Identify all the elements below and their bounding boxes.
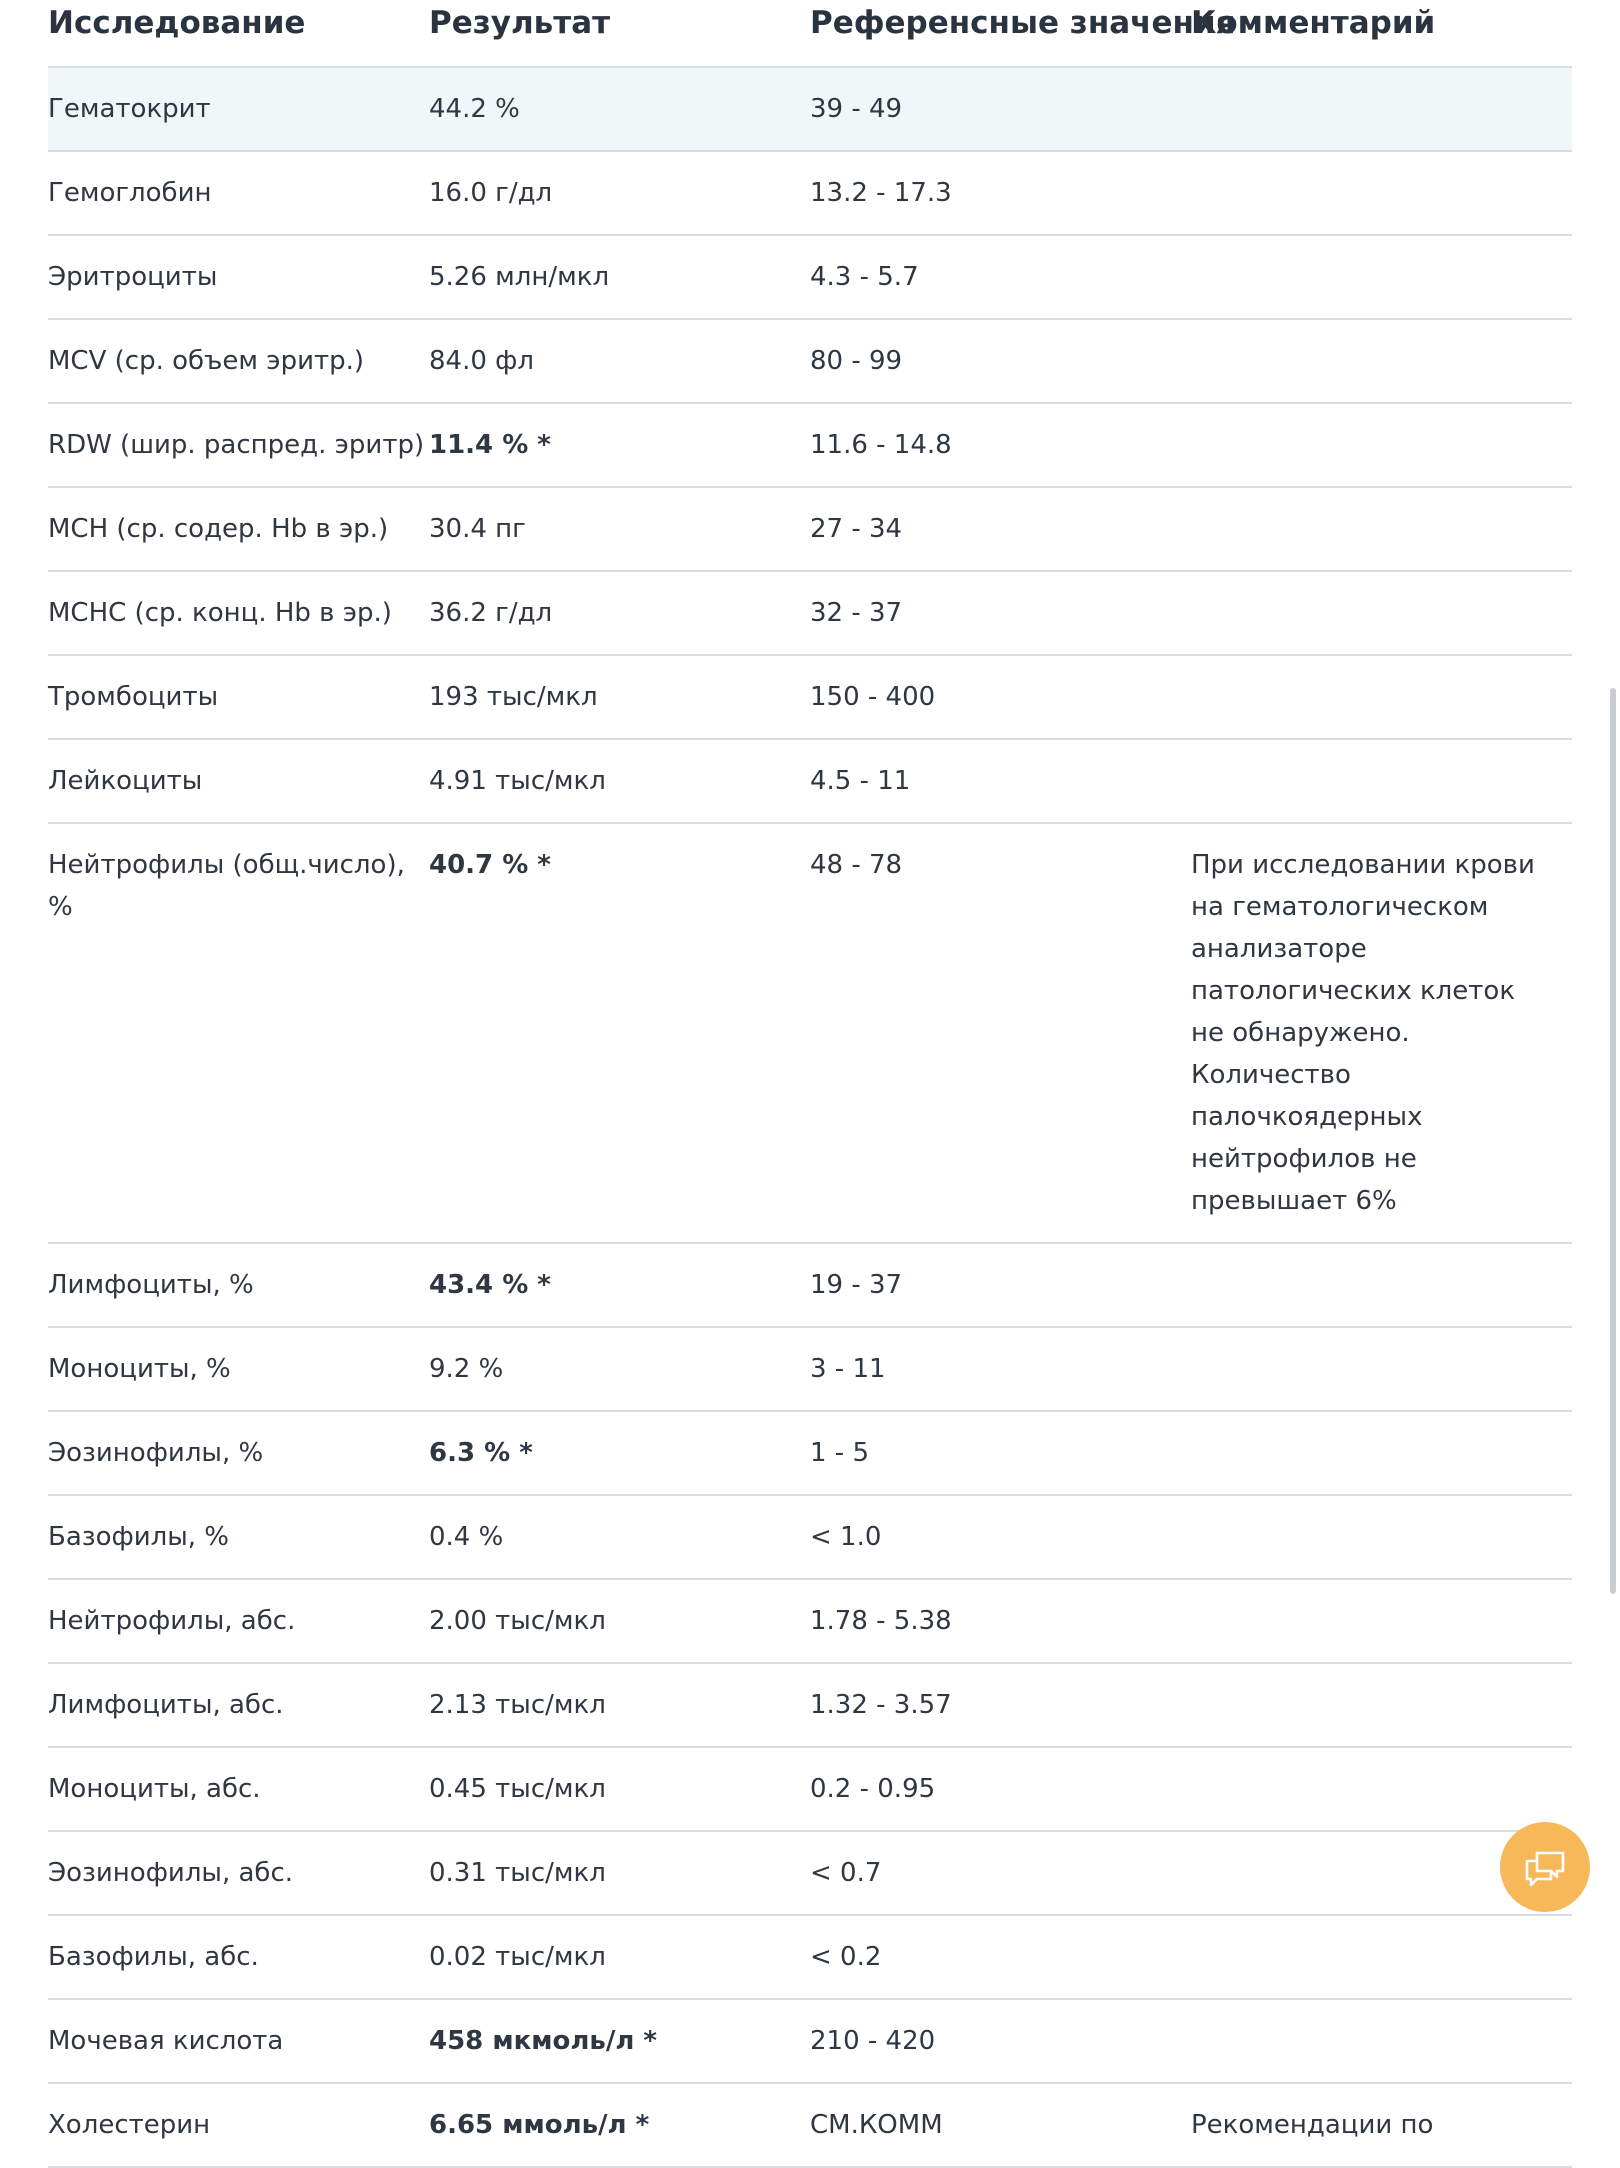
cell-comment <box>1191 1412 1572 1452</box>
cell-reference: 4.3 - 5.7 <box>810 262 919 292</box>
cell-test: Базофилы, абс. <box>48 1942 259 1972</box>
cell-comment <box>1191 404 1572 444</box>
cell-reference: 39 - 49 <box>810 94 903 124</box>
cell-comment <box>1191 236 1572 276</box>
table-row <box>48 656 1572 740</box>
cell-reference: 32 - 37 <box>810 598 903 628</box>
cell-reference: < 0.7 <box>810 1858 882 1888</box>
cell-comment <box>1191 572 1572 612</box>
cell-comment <box>1191 2000 1572 2040</box>
table-row <box>48 1664 1572 1748</box>
cell-comment <box>1191 1916 1572 1956</box>
chat-bubbles-icon <box>1523 1847 1567 1887</box>
table-row <box>48 320 1572 404</box>
cell-result: 40.7 % * <box>429 850 551 880</box>
cell-result: 193 тыс/мкл <box>429 682 598 712</box>
cell-reference: 11.6 - 14.8 <box>810 430 952 460</box>
cell-result: 0.02 тыс/мкл <box>429 1942 606 1972</box>
table-row <box>48 1328 1572 1412</box>
cell-reference: 1.78 - 5.38 <box>810 1606 952 1636</box>
cell-result: 43.4 % * <box>429 1270 551 1300</box>
cell-result: 30.4 пг <box>429 514 526 544</box>
cell-reference: 150 - 400 <box>810 682 936 712</box>
cell-result: 0.31 тыс/мкл <box>429 1858 606 1888</box>
table-row <box>48 2084 1572 2168</box>
cell-test: Эозинофилы, абс. <box>48 1858 294 1888</box>
header-reference: Референсные значения <box>810 5 1236 41</box>
cell-comment <box>1191 320 1572 360</box>
header-comment: Комментарий <box>1191 5 1436 41</box>
cell-result: 0.45 тыс/мкл <box>429 1774 606 1804</box>
table-row <box>48 404 1572 488</box>
table-row <box>48 1496 1572 1580</box>
table-row <box>48 1748 1572 1832</box>
table-row <box>48 1916 1572 2000</box>
header-test: Исследование <box>48 5 306 41</box>
cell-comment <box>1191 1496 1572 1536</box>
cell-test: MCHC (ср. конц. Hb в эр.) <box>48 598 392 628</box>
cell-test: Тромбоциты <box>48 682 219 712</box>
cell-test: MCV (ср. объем эритр.) <box>48 346 365 376</box>
cell-test: Эритроциты <box>48 262 218 292</box>
cell-result: 9.2 % <box>429 1354 504 1384</box>
cell-test: Нейтрофилы, абс. <box>48 1606 296 1636</box>
cell-reference: 27 - 34 <box>810 514 903 544</box>
cell-comment <box>1191 1748 1572 1788</box>
table-row <box>48 1832 1572 1916</box>
cell-result: 11.4 % * <box>429 430 551 460</box>
table-body <box>48 68 1572 2168</box>
cell-reference: 13.2 - 17.3 <box>810 178 952 208</box>
table-row <box>48 2000 1572 2084</box>
cell-test: Базофилы, % <box>48 1522 230 1552</box>
cell-comment <box>1191 656 1572 696</box>
cell-comment <box>1191 152 1572 192</box>
table-row <box>48 236 1572 320</box>
cell-reference: 48 - 78 <box>810 850 903 880</box>
cell-reference: СМ.КОММ <box>810 2110 943 2140</box>
cell-test: Холестерин <box>48 2110 211 2140</box>
cell-test: Моноциты, % <box>48 1354 231 1384</box>
cell-test: Нейтрофилы (общ.число), % <box>48 850 405 922</box>
cell-result: 36.2 г/дл <box>429 598 553 628</box>
cell-comment <box>1191 740 1572 780</box>
cell-reference: < 1.0 <box>810 1522 882 1552</box>
cell-result: 6.3 % * <box>429 1438 533 1468</box>
cell-comment <box>1191 68 1572 108</box>
cell-result: 16.0 г/дл <box>429 178 553 208</box>
cell-reference: 1.32 - 3.57 <box>810 1690 952 1720</box>
cell-test: Эозинофилы, % <box>48 1438 264 1468</box>
cell-result: 5.26 млн/мкл <box>429 262 610 292</box>
table-row <box>48 488 1572 572</box>
cell-reference: 4.5 - 11 <box>810 766 911 796</box>
cell-result: 6.65 ммоль/л * <box>429 2110 650 2140</box>
cell-reference: 3 - 11 <box>810 1354 886 1384</box>
cell-result: 84.0 фл <box>429 346 535 376</box>
cell-result: 458 мкмоль/л * <box>429 2026 658 2056</box>
cell-comment: Рекомендации по <box>1191 2110 1434 2140</box>
table-row <box>48 68 1572 152</box>
table-row <box>48 740 1572 824</box>
table-row <box>48 572 1572 656</box>
cell-comment <box>1191 1244 1572 1284</box>
table-row <box>48 1244 1572 1328</box>
chat-button[interactable] <box>1500 1822 1590 1912</box>
cell-test: Моноциты, абс. <box>48 1774 261 1804</box>
table-row <box>48 152 1572 236</box>
table-header <box>48 0 1572 68</box>
table-row <box>48 1580 1572 1664</box>
cell-result: 4.91 тыс/мкл <box>429 766 606 796</box>
cell-comment <box>1191 488 1572 528</box>
cell-test: Гемоглобин <box>48 178 212 208</box>
cell-reference: 0.2 - 0.95 <box>810 1774 936 1804</box>
cell-test: Гематокрит <box>48 94 211 124</box>
table-row <box>48 824 1572 1244</box>
cell-test: Лейкоциты <box>48 766 203 796</box>
table-row <box>48 1412 1572 1496</box>
cell-comment: При исследовании крови на гематологическом анализаторе патологических клеток не обнаружено. Количество палочкоядерных нейтрофилов не превышает 6% <box>1191 850 1535 1216</box>
results-table <box>48 0 1572 2168</box>
cell-comment <box>1191 1664 1572 1704</box>
header-result: Результат <box>429 5 611 41</box>
cell-reference: 19 - 37 <box>810 1270 903 1300</box>
cell-test: RDW (шир. распред. эритр) <box>48 430 425 460</box>
cell-comment <box>1191 1580 1572 1620</box>
cell-result: 0.4 % <box>429 1522 504 1552</box>
scrollbar[interactable] <box>1610 688 1616 1594</box>
cell-reference: 1 - 5 <box>810 1438 869 1468</box>
cell-result: 2.13 тыс/мкл <box>429 1690 606 1720</box>
cell-reference: < 0.2 <box>810 1942 882 1972</box>
cell-comment <box>1191 1328 1572 1368</box>
cell-test: Мочевая кислота <box>48 2026 284 2056</box>
cell-reference: 80 - 99 <box>810 346 903 376</box>
cell-test: Лимфоциты, % <box>48 1270 254 1300</box>
cell-result: 44.2 % <box>429 94 520 124</box>
cell-result: 2.00 тыс/мкл <box>429 1606 606 1636</box>
cell-reference: 210 - 420 <box>810 2026 936 2056</box>
cell-test: Лимфоциты, абс. <box>48 1690 284 1720</box>
cell-test: MCH (ср. содер. Hb в эр.) <box>48 514 389 544</box>
